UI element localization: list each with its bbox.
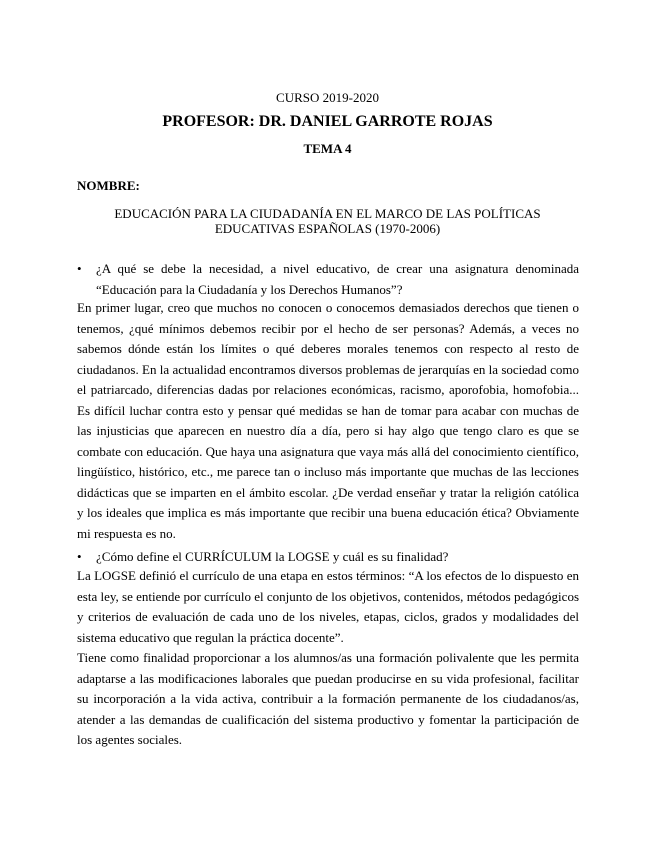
bullet-icon: • <box>77 549 82 564</box>
question-1 <box>77 259 579 300</box>
bullet-icon: • <box>77 261 82 276</box>
answer-2-paragraph-2: Tiene como finalidad proporcionar a los alumnos/as una formación polivalente que les permita adaptarse a las modificaciones laborales que puedan producirse en su vida profesional, facilitar su incorporación a la vida activa, contribuir a la formación permanente de los ciudadanos/as, atender a las demandas de cualificación del sistema productivo y fomentar la participación de los agentes sociales. <box>77 650 579 747</box>
answer-2 <box>77 566 579 751</box>
professor-name: PROFESOR: DR. DANIEL GARROTE ROJAS <box>162 113 493 130</box>
question-2 <box>77 547 579 568</box>
topic-number: TEMA 4 <box>303 141 352 156</box>
question-1-text: ¿A qué se debe la necesidad, a nivel educativo, de crear una asignatura denominada “Educación para la Ciudadanía y los Derechos Humanos”? <box>96 261 579 297</box>
answer-2-paragraph-1: La LOGSE definió el currículo de una etapa en estos términos: “A los efectos de lo dispuesto en esta ley, se entiende por currículo el conjunto de los objetivos, contenidos, métodos pedagógicos y criterios de evaluación de cada uno de los niveles, etapas, ciclos, grados y modalidades del sistema educativo que regulan la práctica docente”. <box>77 568 579 645</box>
course-year: CURSO 2019-2020 <box>276 90 379 105</box>
answer-1: En primer lugar, creo que muchos no conocen o conocemos demasiados derechos que tienen o tenemos, ¿qué mínimos debemos recibir por el hecho de ser personas? Además, a veces no sabemos dónde están los límites o qué deberes morales tenemos con respecto al resto de ciudadanos. En la actualidad encontramos diversos problemas de jerarquías en la sociedad como el patriarcado, diferencias dadas por relaciones económicas, racismo, aporofobia, homofobia... Es difícil luchar contra esto y pensar qué medidas se han de tomar para acabar con muchas de las injusticias que aparecen en nuestro día a día, pero si hay algo que tengo claro es que se combate con educación. Que haya una asignatura que vaya más allá del conocimiento científico, lingüístico, histórico, etc., me parece tan o incluso más importante que muchas de las lecciones didácticas que se imparten en el ámbito escolar. ¿De verdad enseñar y tratar la religión católica y los ideales que implica es más importante que recibir una buena educación ética? Obviamente mi respuesta es no. <box>77 300 579 541</box>
topic-title: EDUCACIÓN PARA LA CIUDADANÍA EN EL MARCO DE LAS POLÍTICAS EDUCATIVAS ESPAÑOLAS (1970-2006) <box>114 206 541 236</box>
name-label: NOMBRE: <box>77 178 140 193</box>
question-2-text: ¿Cómo define el CURRÍCULUM la LOGSE y cuál es su finalidad? <box>96 549 449 564</box>
